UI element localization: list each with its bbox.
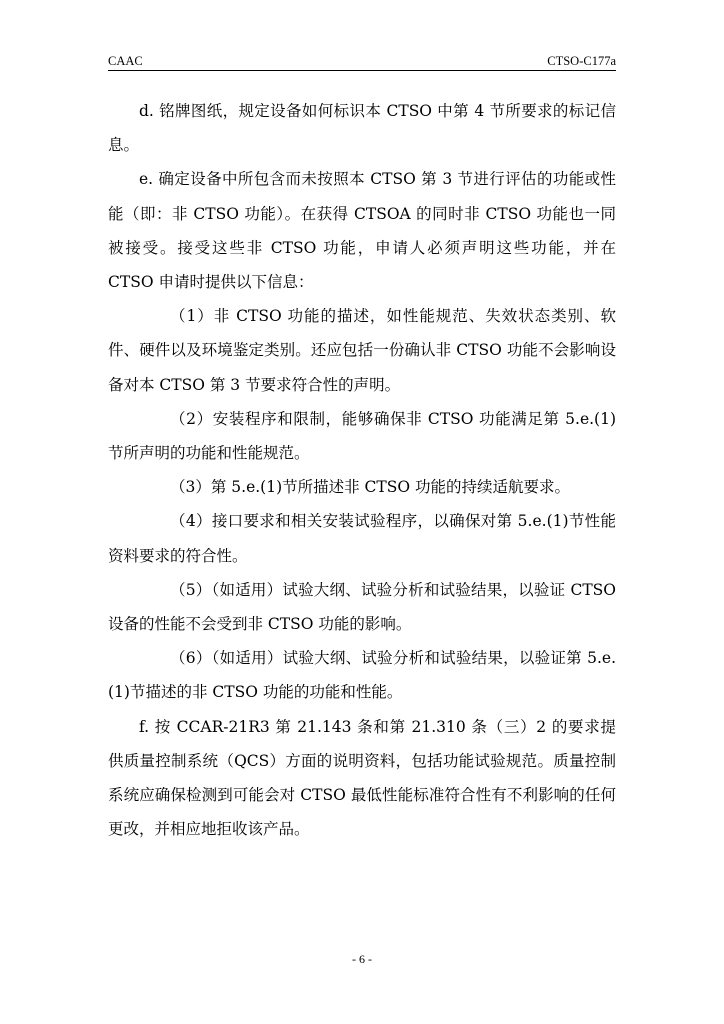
- page-header: [108, 50, 616, 71]
- paragraph-f: f. 按 CCAR-21R3 第 21.143 条和第 21.310 条（三）2 的要求提供质量控制系统（QCS）方面的说明资料，包括功能试验规范。质量控制系统应确保检测到可能会对 CTSO 最低性能标准符合性有不利影响的任何更改，并相应地拒收该产品。: [108, 717, 616, 839]
- paragraph-d: d. 铭牌图纸，规定设备如何标识本 CTSO 中第 4 节所要求的标记信息。: [108, 102, 616, 155]
- paragraph-e-6: （6）（如适用）试验大纲、试验分析和试验结果，以验证第 5.e.(1)节描述的非 CTSO 功能的功能和性能。: [108, 649, 616, 702]
- header-doc-number: CTSO-C177a: [547, 54, 616, 68]
- paragraph-e-5: （5）（如适用）试验大纲、试验分析和试验结果，以验证 CTSO 设备的性能不会受到非 CTSO 功能的影响。: [108, 580, 616, 634]
- page-number: - 6 -: [352, 952, 372, 966]
- header-org: CAAC: [108, 54, 143, 68]
- paragraph-e-1: （1）非 CTSO 功能的描述，如性能规范、失效状态类别、软件、硬件以及环境鉴定类别。还应包括一份确认非 CTSO 功能不会影响设备对本 CTSO 第 3 节要求符合性的声明。: [108, 307, 616, 394]
- paragraph-e-2: （2）安装程序和限制，能够确保非 CTSO 功能满足第 5.e.(1)节所声明的功能和性能规范。: [108, 409, 616, 463]
- paragraph-e-4: （4）接口要求和相关安装试验程序，以确保对第 5.e.(1)节性能资料要求的符合性。: [108, 512, 616, 565]
- paragraph-e: e. 确定设备中所包含而未按照本 CTSO 第 3 节进行评估的功能或性能（即：非 CTSO 功能）。在获得 CTSOA 的同时非 CTSO 功能也一同被接受。接受这些非 CTSO 功能，申请人必须声明这些功能，并在 CTSO 申请时提供以下信息：: [108, 170, 616, 292]
- paragraph-e-3: （3）第 5.e.(1)节所描述非 CTSO 功能的持续适航要求。: [170, 478, 571, 497]
- body-text: [108, 94, 616, 846]
